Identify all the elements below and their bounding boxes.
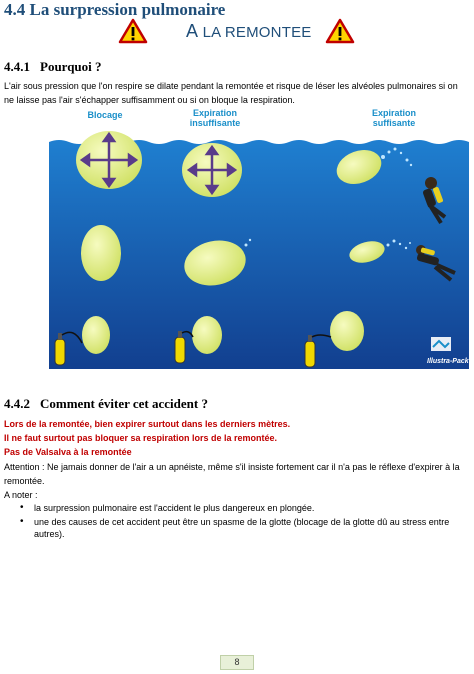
section-heading-comment: 4.4.2 Comment éviter cet accident ?: [4, 396, 208, 411]
list-item: • une des causes de cet accident peut être un spasme de la glotte (blocage de la glotte dû au stress entre autres).: [18, 516, 473, 540]
warning-text-bloquer: Il ne faut surtout pas bloquer sa respiration lors de la remontée.: [4, 433, 278, 443]
warning-icon: [118, 18, 148, 44]
paragraph-pourquoi: L'air sous pression que l'on respire se dilate pendant la remontée et risque de léser les alvéoles pulmonaires si on ne laisse pas l'air s'échapper suffisamment ou si on bloque la respiration.: [4, 81, 458, 105]
illustration-balloons: [49, 105, 469, 369]
section-heading-pourquoi: 4.4.1 Pourquoi ?: [4, 59, 102, 74]
section-subheading: A LA REMONTEE: [186, 21, 312, 41]
illustration-canvas: [49, 105, 469, 369]
logo-icon: [431, 337, 451, 351]
warning-icon: [325, 18, 355, 44]
label-expiration-suffisante: Expiration suffisante: [371, 108, 416, 128]
balloon: [330, 311, 364, 351]
label-expiration-insuffisante: Expiration insuffisante: [189, 108, 241, 128]
page-title: 4.4 La surpression pulmonaire: [4, 0, 226, 19]
warning-text-valsalva: Pas de Valsalva à la remontée: [4, 447, 132, 457]
notes-list: [18, 502, 473, 542]
label-blocage: Blocage: [87, 110, 123, 120]
page-number: 8: [220, 655, 254, 670]
balloon: [82, 316, 110, 354]
watermark: Illustra-Pack: [427, 358, 469, 365]
balloon: [81, 225, 121, 281]
list-item: • la surpression pulmonaire est l'accident le plus dangereux en plongée.: [18, 502, 473, 514]
warning-text-expirer: Lors de la remontée, bien expirer surtout dans les derniers mètres.: [4, 419, 291, 429]
paragraph-attention: Attention : Ne jamais donner de l'air a un apnéiste, même s'il insiste fortement car il n'a pas le réflexe d'expirer à la remontée.: [4, 462, 460, 486]
label-a-noter: A noter :: [4, 490, 38, 500]
balloon: [192, 316, 222, 354]
